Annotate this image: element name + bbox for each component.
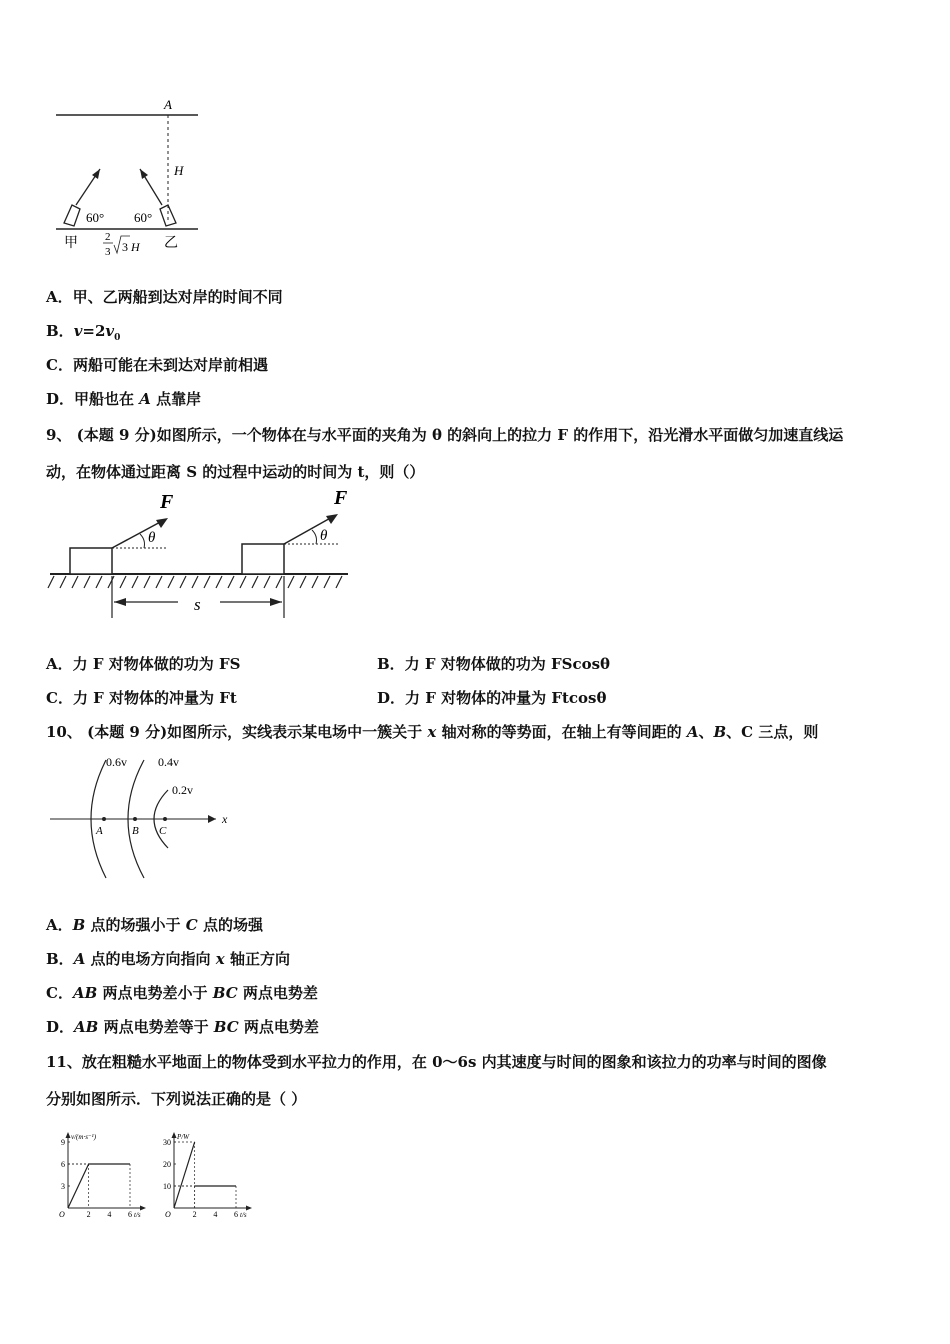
distance-h: H (131, 240, 140, 254)
q8-option-b-v0: v (105, 322, 115, 340)
jia-label: 甲 (64, 236, 78, 251)
q10-stem-sep: 、 (698, 723, 714, 741)
q8-option-d-prefix: D．甲船也在 (46, 390, 140, 408)
pt-chart-y-label: P/W (177, 1133, 190, 1141)
q8-option-b-eq: =2 (82, 322, 106, 340)
height-h-label: H (174, 163, 184, 178)
q10-option-b-1: B． (46, 950, 74, 968)
q10-option-a-2: B (72, 916, 86, 934)
q10-stem-mid: 轴对称的等势面，在轴上有等间距的 (436, 723, 687, 741)
vt-chart-x-arrow (140, 1206, 146, 1211)
q10-option-a[interactable] (46, 914, 263, 935)
vt-chart-ytick-1: 6 (61, 1160, 65, 1169)
theta-label-1: θ (148, 530, 156, 546)
q10-option-d-5: 两点电势差 (238, 1018, 319, 1036)
q10-stem-b: B (713, 723, 727, 741)
distance-denominator: 3 (105, 246, 111, 258)
vt-chart-xtick-1: 2 (86, 1210, 91, 1219)
vt-chart-y-arrow (66, 1132, 71, 1138)
distance-s-label: s (194, 595, 201, 614)
q10-option-b[interactable] (46, 948, 290, 969)
q8-option-c[interactable]: C．两船可能在未到达对岸前相遇 (46, 356, 268, 374)
q11-stem-line2: 分别如图所示．下列说法正确的是（ ） (46, 1090, 307, 1108)
q9-option-a[interactable]: A．力 F 对物体做的功为 FS (46, 655, 241, 673)
q8-option-b-v: v (73, 322, 83, 340)
q10-option-a-3: 点的场强小于 (85, 916, 186, 934)
force-label-1: F (160, 491, 174, 513)
vt-chart-y-label: v/(m·s⁻¹) (71, 1133, 97, 1141)
q10-option-c-2: AB (72, 984, 98, 1002)
velocity-time-chart (52, 1130, 162, 1222)
q10-option-b-3: 点的电场方向指向 (85, 950, 216, 968)
q8-option-a[interactable]: A．甲、乙两船到达对岸的时间不同 (46, 288, 283, 306)
pt-chart-series-ramp (174, 1142, 195, 1208)
equipotential-figure (48, 752, 248, 882)
river-boats-figure (50, 95, 210, 260)
q8-option-b[interactable] (46, 320, 120, 343)
vt-chart-xtick-0: O (59, 1210, 65, 1219)
q10-stem-post: 、C 三点，则 (726, 723, 819, 741)
q9-stem-line1: 9、 (本题 9 分)如图所示，一个物体在与水平面的夹角为 θ 的斜向上的拉力 F 的作用下，沿光滑水平面做匀加速直线运 (46, 426, 844, 444)
pt-chart-x-arrow (246, 1206, 252, 1211)
q11-stem-line1: 11、放在粗糙水平地面上的物体受到水平拉力的作用，在 0～6s 内其速度与时间的图象和该拉力的功率与时间的图像 (46, 1053, 827, 1071)
q8-option-d[interactable] (46, 388, 201, 409)
q10-option-a-4: C (185, 916, 198, 934)
vt-chart-series-main (68, 1164, 130, 1208)
q10-option-a-5: 点的场强 (197, 916, 263, 934)
pt-chart-x-label: t/s (240, 1211, 247, 1219)
q10-option-d-2: AB (74, 1018, 99, 1036)
q10-option-d-4: BC (213, 1018, 239, 1036)
pt-chart-xtick-1: 2 (192, 1210, 197, 1219)
pt-chart-ytick-2: 30 (163, 1138, 171, 1147)
q10-option-d-1: D． (46, 1018, 75, 1036)
vt-chart-x-label: t/s (134, 1211, 141, 1219)
potential-06-label: 0.6v (106, 755, 127, 769)
theta-label-2: θ (320, 528, 328, 544)
q10-option-a-1: A． (46, 916, 73, 934)
q9-option-c[interactable]: C．力 F 对物体的冲量为 Ft (46, 689, 237, 707)
q10-stem-pre: 10、 (本题 9 分)如图所示，实线表示某电场中一簇关于 (46, 723, 428, 741)
q10-stem (46, 721, 818, 742)
yi-label: 乙 (164, 236, 178, 251)
q10-option-c-1: C． (46, 984, 73, 1002)
q10-stem-a: A (686, 723, 699, 741)
vt-chart-ytick-2: 9 (61, 1138, 65, 1147)
q10-option-c-4: BC (212, 984, 238, 1002)
q9-option-d[interactable]: D．力 F 对物体的冲量为 Ftcosθ (377, 689, 607, 707)
force-label-2: F (334, 487, 348, 509)
q10-option-c-5: 两点电势差 (237, 984, 318, 1002)
distance-numerator: 2 (105, 231, 111, 243)
potential-02-label: 0.2v (172, 783, 193, 797)
point-a-label: A (164, 97, 172, 112)
force-block-figure (48, 486, 358, 626)
pt-chart-ytick-0: 10 (163, 1182, 171, 1191)
vt-chart-xtick-2: 4 (107, 1210, 112, 1219)
angle-left-label: 60° (86, 210, 105, 225)
q8-option-d-a: A (139, 390, 151, 408)
pt-chart-xtick-2: 4 (213, 1210, 218, 1219)
point-b-fig-label: B (132, 825, 139, 837)
q8-option-b-prefix: B． (46, 322, 74, 340)
q10-option-d-3: 两点电势差等于 (98, 1018, 214, 1036)
point-c-fig-label: C (159, 825, 167, 837)
q9-stem-line2: 动，在物体通过距离 S 的过程中运动的时间为 t，则（） (46, 463, 425, 481)
x-axis-label: x (222, 812, 228, 826)
potential-04-label: 0.4v (158, 755, 179, 769)
q10-option-b-2: A (73, 950, 86, 968)
q8-option-d-suffix: 点靠岸 (150, 390, 202, 408)
q8-option-b-sub: 0 (114, 333, 121, 343)
angle-right-label: 60° (134, 210, 153, 225)
q10-option-c-3: 两点电势差小于 (97, 984, 213, 1002)
pt-chart-xtick-3: 6 (234, 1210, 238, 1219)
q9-option-b[interactable]: B．力 F 对物体做的功为 FScosθ (377, 655, 611, 673)
vt-chart-ytick-0: 3 (61, 1182, 65, 1191)
q10-option-b-5: 轴正方向 (224, 950, 290, 968)
distance-radicand: 3 (122, 240, 128, 254)
q10-option-b-4: x (215, 950, 225, 968)
q10-option-c[interactable] (46, 982, 318, 1003)
point-a-fig-label: A (96, 825, 103, 837)
q10-option-d[interactable] (46, 1016, 319, 1037)
pt-chart-xtick-0: O (165, 1210, 171, 1219)
pt-chart-ytick-1: 20 (163, 1160, 171, 1169)
vt-chart-xtick-3: 6 (128, 1210, 132, 1219)
pt-chart-y-arrow (172, 1132, 177, 1138)
q10-stem-x: x (427, 723, 437, 741)
power-time-chart (158, 1130, 268, 1222)
